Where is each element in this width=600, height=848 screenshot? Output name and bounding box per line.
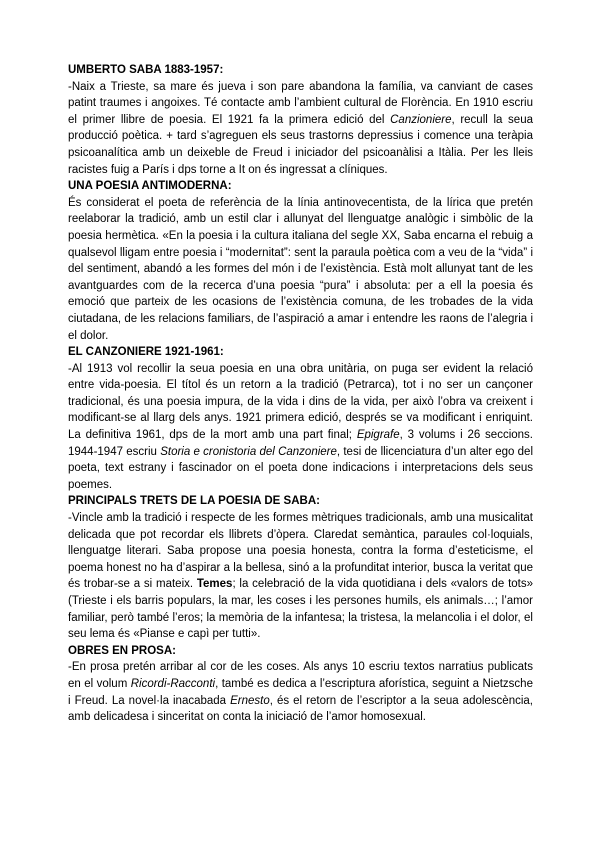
document-body: [68, 62, 533, 726]
section-heading: OBRES EN PROSA:: [68, 644, 176, 657]
section-paragraph: [68, 195, 533, 344]
section-heading: UMBERTO SABA 1883-1957:: [68, 64, 224, 76]
text-run: , tesi de llicenciatura d’un alter ego del poeta, text estrany i fascinador on el poeta done indicacions i interpretacions dels seus poemes.: [68, 445, 533, 491]
text-run: -En prosa pretén arribar al cor de les coses. Als anys 10 escriu textos narratius publicats en el volum: [68, 661, 533, 690]
section-paragraph: [68, 510, 533, 643]
text-run: , 3 volums i 26 seccions. 1944-1947 escriu: [68, 429, 533, 458]
section-una-poesia-antimoderna: [68, 178, 533, 344]
section-umberto-saba: [68, 62, 533, 178]
section-heading: EL CANZONIERE 1921-1961:: [68, 346, 224, 359]
text-run: És considerat el poeta de referència de la línia antinovecentista, de la lírica que pretén reelaborar la tradició, amb un estil clar i allunyat del llenguatge analògic i simbòlic de la poesia hermètica. «En la poesia i la cultura italiana del segle XX, Saba encarna el rebuig a qualsevol lligam entre poesia i “modernitat”: sent la paraula poètica com a veu de la “vida” i del sentiment, abandó a les formes del món i de l’existència. Està molt allunyat tant de les avantguardes com de la recerca d’una poesia “pura” i absoluta: per a ell la poesia és emoció que parteix de les ocasions de l’existència comuna, de les trobades de la vida ciutadana, de les relacions familiars, de l’aspiració a amar i entendre les raons de l’alegria i el dolor.: [68, 196, 533, 342]
text-run: Ernesto: [230, 694, 270, 707]
section-paragraph: [68, 79, 533, 179]
text-run: -Vincle amb la tradició i respecte de les formes mètriques tradicionals, amb una musicalitat delicada que pot recordar els llibrets d’òpera. Claredat semàntica, paraules col·loquials, llenguatge literari. Saba propose una poesia honesta, contra la forma d’esteticisme, el poema honest no ha d’aspirar a la bellesa, sinó a la profunditat interior, busca la veritat que és trobar-se a si mateix.: [68, 512, 533, 591]
text-run: Epigrafe: [356, 429, 400, 442]
text-run: Ricordi-Racconti: [130, 677, 216, 690]
section-el-canzoniere: [68, 344, 533, 493]
text-run: , recull la seua producció poètica. + tard s’agreguen els seus trastorns depressius i comence una teràpia psicoanalítica amb un deixeble de Freud i iniciador del psicoanàlisi a Itàlia. Per les lleis racistes fuig a París i dps torne a It on és ingressat a clíniques.: [68, 113, 533, 176]
text-run: ; la celebració de la vida quotidiana i dels «valors de tots» (Trieste i els barris populars, la mar, les coses i les persones humils, els animals…; l’amor familiar, però també l’eros; la memòria de la infantesa; la tristesa, la melancolia i el dolor, el seu lema és «Pianse e capì per tutti».: [68, 578, 534, 641]
section-heading: PRINCIPALS TRETS DE LA POESIA DE SABA:: [68, 495, 320, 508]
text-run: , és el retorn de l’escriptor a la seua adolescència, amb delicadesa i sinceritat on conta la iniciació de l’amor homosexual.: [68, 694, 533, 724]
text-run: , també es dedica a l’escriptura aforística, seguint a Nietzsche i Freud. La novel·la inacabada: [68, 677, 533, 707]
text-run: Temes: [196, 578, 233, 591]
text-run: Canzioniere: [390, 113, 452, 126]
section-principals-trets: [68, 493, 533, 642]
text-run: Storia e cronistoria del Canzoniere: [160, 445, 337, 458]
section-paragraph: [68, 361, 533, 494]
section-heading: UNA POESIA ANTIMODERNA:: [68, 180, 232, 193]
text-run: -Naix a Trieste, sa mare és jueva i son pare abandona la família, va canviant de cases patint traumes i angoixes. Té contacte amb l’ambient cultural de Florència. En 1910 escriu el primer llibre de poesia. El 1921 fa la primera edició del: [68, 80, 533, 126]
section-paragraph: [68, 659, 533, 725]
section-obres-en-prosa: [68, 643, 533, 726]
text-run: -Al 1913 vol recollir la seua poesia en una obra unitària, on puga ser evident la relació entre vida-poesia. El títol és un retorn a la tradició (Petrarca), tot i no ser un cançoner tradicional, és una poesia impura, de la vida i dins de la vida, per això l’obra va creixent i modificant-se al llarg dels anys. 1921 primera edició, després se va modificant i enriquint. La definitiva 1961, dps de la mort amb una part final;: [68, 362, 533, 442]
